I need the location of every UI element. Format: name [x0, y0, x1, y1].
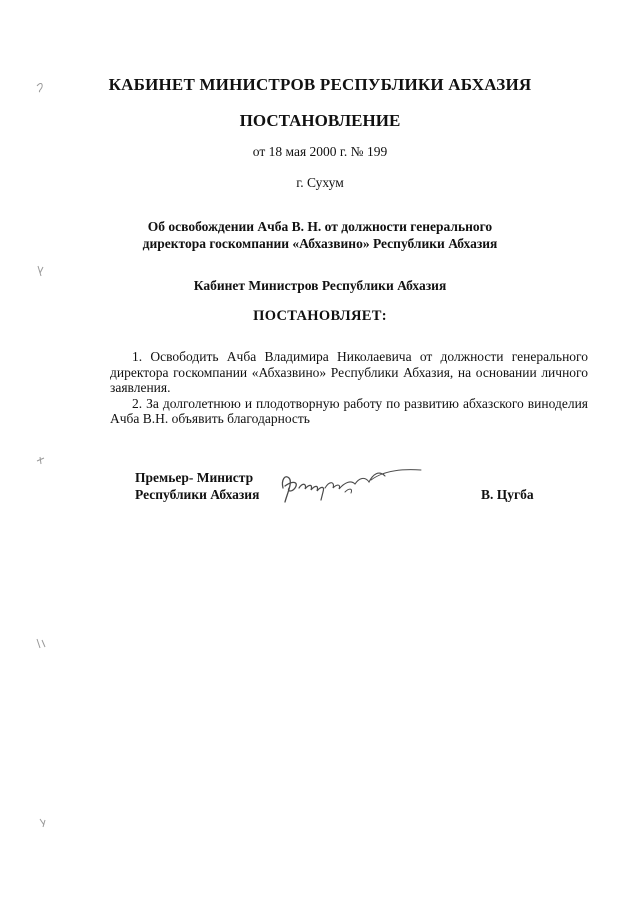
paragraph-2: 2. За долголетнюю и плодотворную работу по развитию абхазского виноделия Ачба В.Н. объявить благодарность [110, 395, 588, 426]
decree-heading: ПОСТАНОВЛЯЕТ: [253, 308, 387, 324]
document-type: ПОСТАНОВЛЕНИЕ [239, 111, 401, 130]
signatory-title-line-1: Премьер- Министр [135, 470, 254, 485]
subject-line-2: директора госкомпании «Абхазвино» Республики Абхазия [142, 236, 498, 251]
subject-line-1: Об освобождении Ачба В. Н. от должности генерального [147, 219, 493, 234]
margin-mark [34, 264, 48, 278]
document-header: КАБИНЕТ МИНИСТРОВ РЕСПУБЛИКИ АБХАЗИЯ [108, 75, 532, 94]
document-date-number: от 18 мая 2000 г. № 199 [252, 144, 388, 159]
document-issuer: Кабинет Министров Республики Абхазия [193, 278, 447, 293]
margin-mark [34, 80, 48, 94]
signatory-title [135, 469, 259, 503]
handwritten-signature [275, 458, 425, 508]
document-subject [0, 218, 640, 252]
document-city: г. Сухум [296, 175, 344, 190]
margin-mark [36, 815, 50, 829]
signatory-title-line-2: Республики Абхазия [135, 487, 260, 502]
margin-mark [34, 453, 48, 467]
paragraph-1: 1. Освободить Ачба Владимира Николаевича от должности генерального директора госкомпании «Абхазвино» Республики Абхазия, на основании личного заявления. [110, 349, 588, 395]
signatory-name: В. Цугба [481, 487, 534, 502]
margin-mark [34, 636, 48, 650]
document-body [110, 349, 588, 427]
